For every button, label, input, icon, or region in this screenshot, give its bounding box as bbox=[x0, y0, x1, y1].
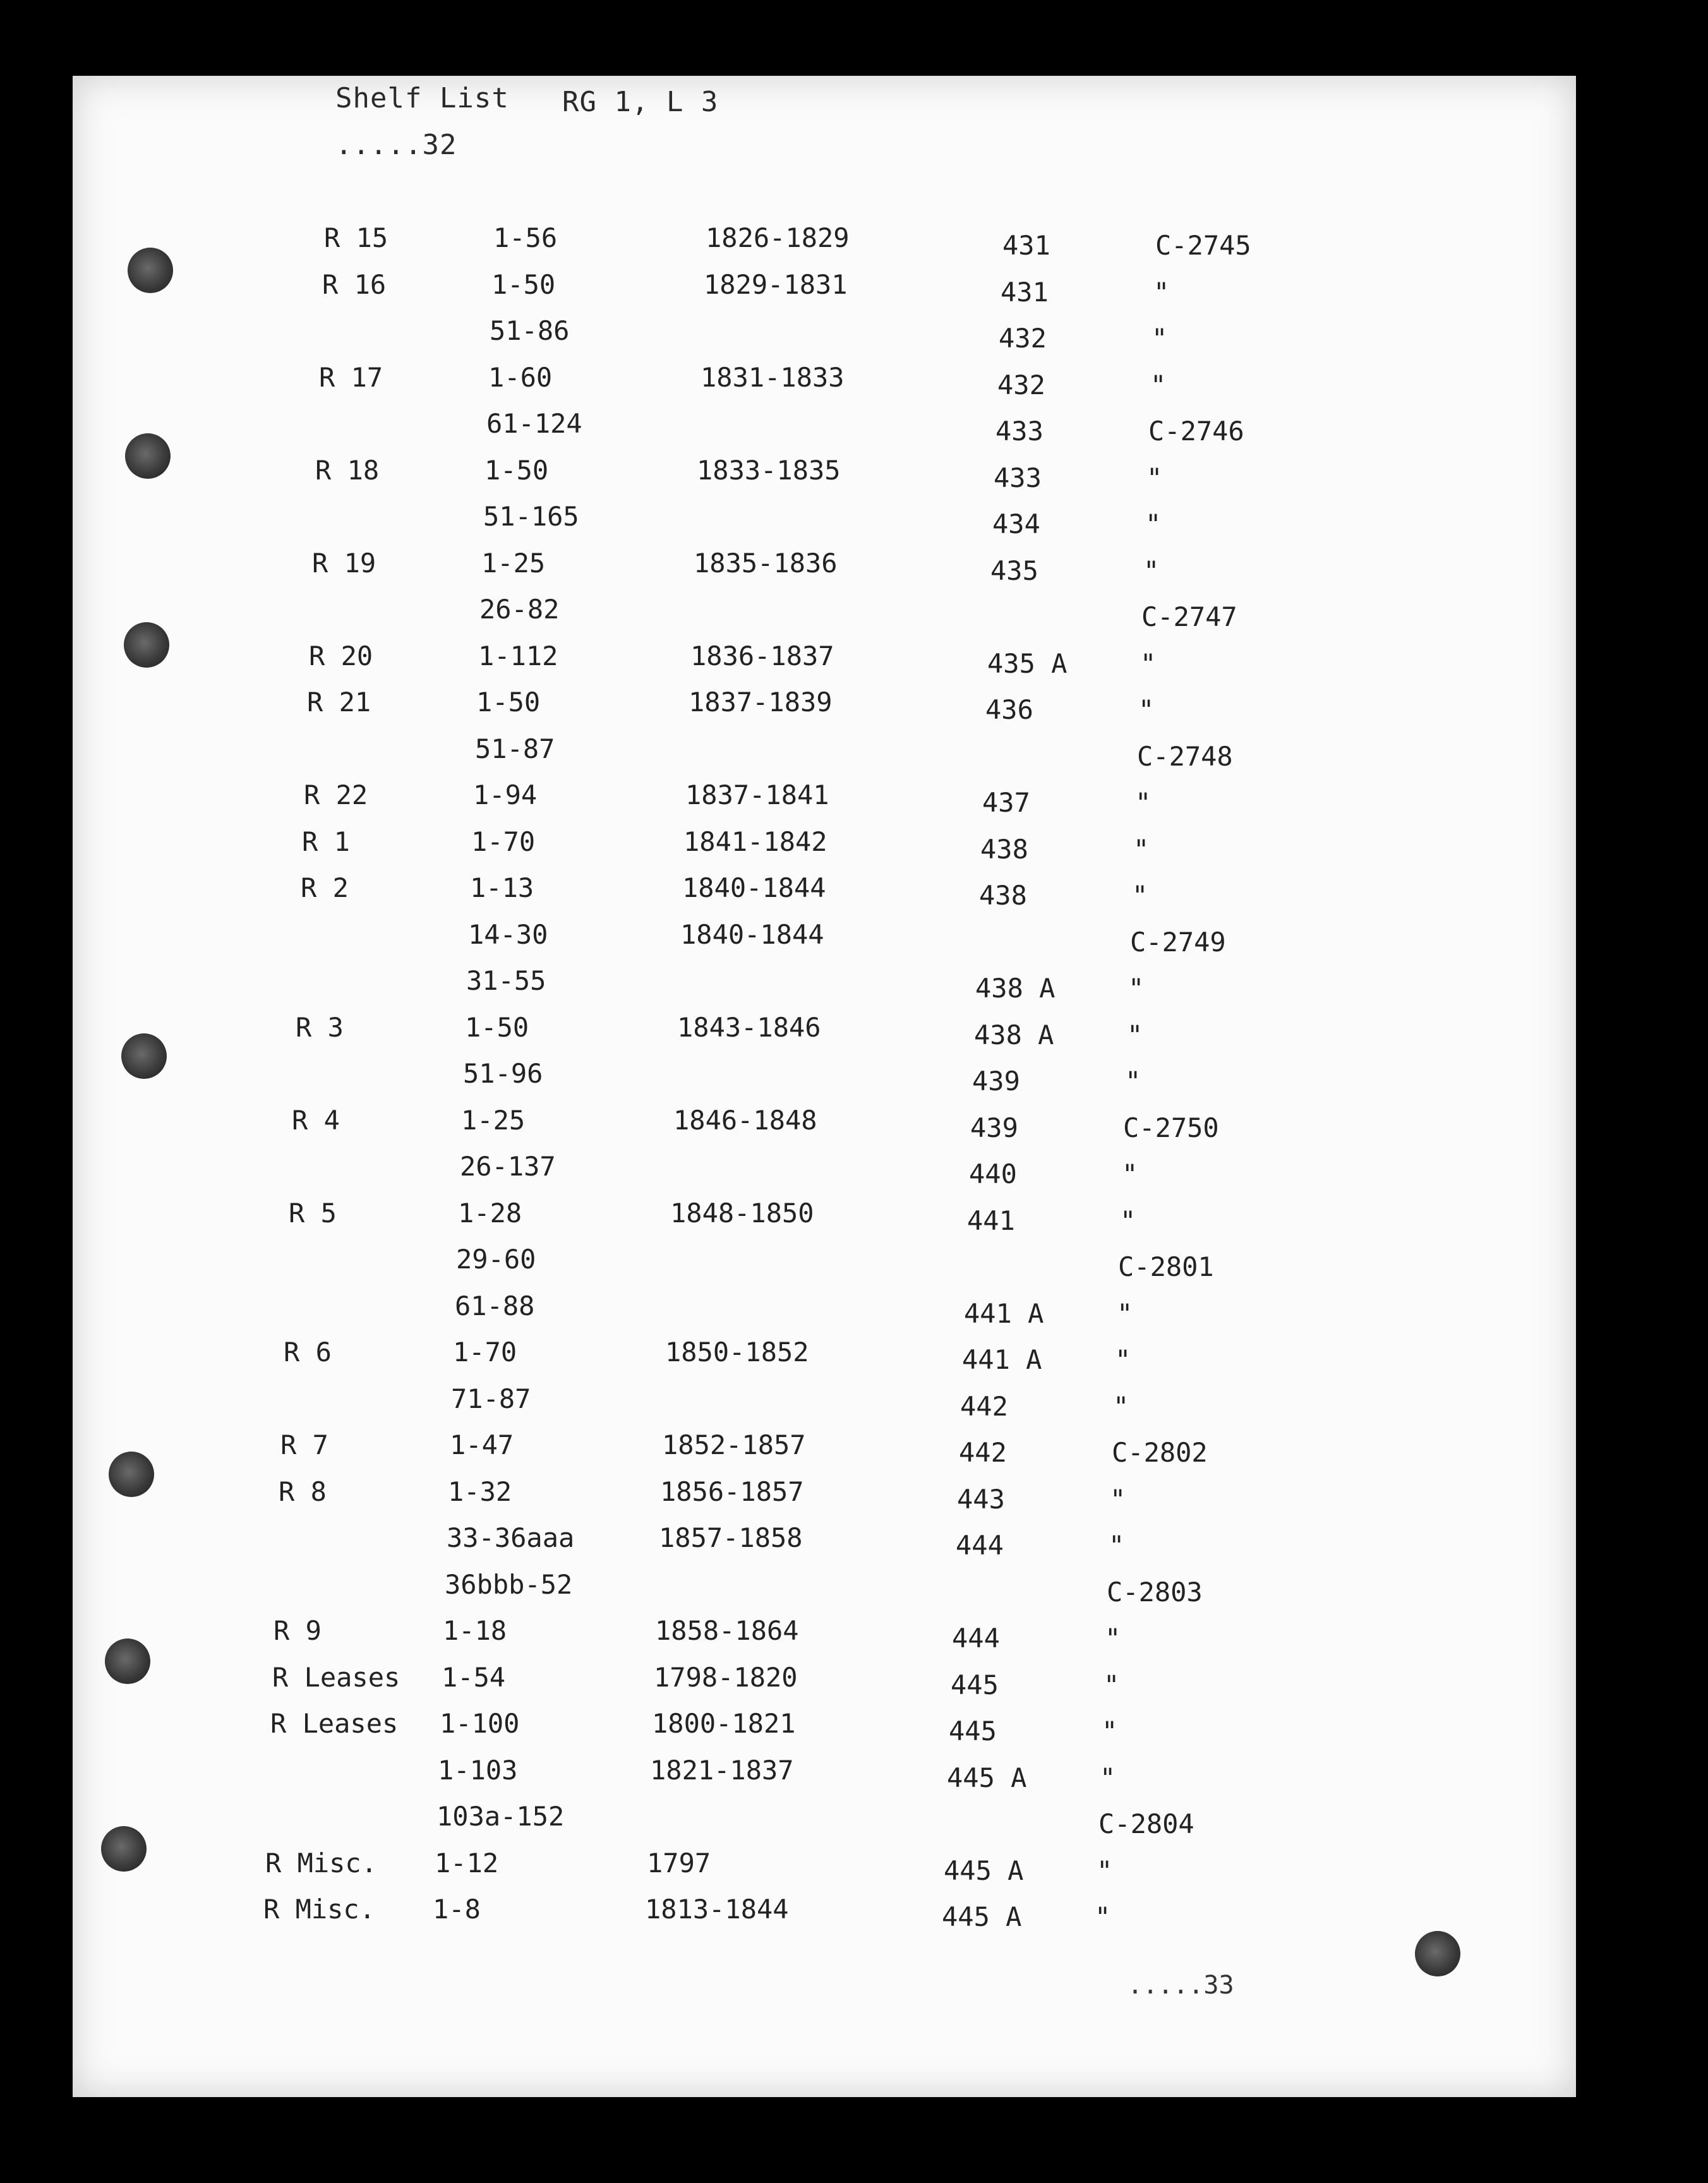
cell-box: 445 A bbox=[942, 1901, 1022, 1932]
cell-series: R 5 bbox=[289, 1198, 337, 1229]
cell-reel: C-2802 bbox=[1112, 1437, 1208, 1468]
cell-reel: " bbox=[1127, 1019, 1143, 1050]
punch-hole bbox=[101, 1826, 147, 1872]
cell-reel: C-2804 bbox=[1098, 1808, 1194, 1839]
cell-reel: C-2749 bbox=[1130, 927, 1226, 958]
cell-box: 445 bbox=[949, 1716, 997, 1747]
cell-years: 1835-1836 bbox=[694, 548, 838, 579]
cell-reel: " bbox=[1143, 555, 1160, 586]
cell-box: 432 bbox=[997, 370, 1045, 400]
cell-years: 1837-1839 bbox=[689, 687, 833, 718]
cell-page-range: 1-54 bbox=[442, 1662, 506, 1693]
cell-years: 1850-1852 bbox=[665, 1337, 809, 1368]
cell-series: R Leases bbox=[270, 1708, 399, 1739]
cell-series: R Misc. bbox=[263, 1894, 376, 1925]
cell-years: 1829-1831 bbox=[704, 269, 848, 300]
cell-reel: " bbox=[1138, 694, 1155, 725]
cell-page-range: 51-87 bbox=[475, 733, 555, 764]
cell-years: 1826-1829 bbox=[706, 222, 850, 253]
cell-series: R Leases bbox=[272, 1662, 400, 1693]
cell-page-range: 1-70 bbox=[453, 1337, 517, 1368]
cell-reel: C-2801 bbox=[1118, 1251, 1214, 1282]
cell-reel: " bbox=[1153, 277, 1170, 308]
cell-box: 436 bbox=[985, 694, 1033, 725]
cell-reel: " bbox=[1097, 1855, 1113, 1886]
cell-reel: " bbox=[1145, 508, 1162, 539]
cell-page-range: 1-13 bbox=[470, 872, 534, 903]
cell-box: 445 A bbox=[947, 1762, 1027, 1793]
cell-page-range: 51-86 bbox=[490, 315, 570, 346]
cell-reel: C-2745 bbox=[1155, 230, 1251, 261]
cell-box: 433 bbox=[994, 462, 1042, 493]
cell-series: R 8 bbox=[279, 1476, 327, 1507]
cell-years: 1840-1844 bbox=[682, 872, 826, 903]
cell-box: 438 A bbox=[974, 1019, 1054, 1050]
cell-page-range: 1-50 bbox=[476, 687, 541, 718]
cell-box: 431 bbox=[1002, 230, 1050, 261]
cell-box: 435 A bbox=[987, 648, 1068, 679]
cell-series: R 2 bbox=[301, 872, 349, 903]
cell-reel: " bbox=[1150, 370, 1167, 400]
cell-box: 442 bbox=[959, 1437, 1007, 1468]
cell-reel: " bbox=[1120, 1205, 1136, 1236]
cell-box: 439 bbox=[970, 1112, 1018, 1143]
cell-series: R 22 bbox=[304, 779, 368, 810]
cell-reel: " bbox=[1128, 973, 1145, 1004]
cell-reel: " bbox=[1146, 462, 1163, 493]
cell-reel: " bbox=[1117, 1298, 1133, 1329]
cell-box: 435 bbox=[990, 555, 1038, 586]
cell-box: 441 A bbox=[964, 1298, 1044, 1329]
cell-box: 437 bbox=[982, 787, 1030, 818]
cell-box: 441 bbox=[967, 1205, 1015, 1236]
cell-page-range: 1-112 bbox=[478, 640, 558, 671]
cell-page-range: 71-87 bbox=[451, 1383, 531, 1414]
cell-years: 1831-1833 bbox=[701, 362, 845, 393]
cell-page-range: 1-25 bbox=[461, 1105, 526, 1136]
cell-reel: " bbox=[1110, 1484, 1126, 1515]
cell-reel: " bbox=[1100, 1762, 1116, 1793]
cell-years: 1846-1848 bbox=[673, 1105, 817, 1136]
cell-reel: C-2747 bbox=[1141, 601, 1237, 632]
cell-series: R 21 bbox=[307, 687, 371, 718]
punch-hole bbox=[128, 248, 173, 293]
cell-box: 432 bbox=[999, 323, 1047, 354]
cell-reel: " bbox=[1122, 1158, 1138, 1189]
punch-hole bbox=[125, 433, 171, 479]
cell-years: 1821-1837 bbox=[650, 1755, 794, 1786]
cell-reel: C-2750 bbox=[1123, 1112, 1219, 1143]
cell-years: 1852-1857 bbox=[662, 1429, 806, 1460]
cell-reel: " bbox=[1133, 834, 1150, 865]
cell-years: 1841-1842 bbox=[683, 826, 827, 857]
cell-page-range: 1-47 bbox=[450, 1429, 514, 1460]
cell-box: 440 bbox=[969, 1158, 1017, 1189]
cell-page-range: 36bbb-52 bbox=[445, 1569, 573, 1600]
cell-years: 1833-1835 bbox=[697, 455, 841, 486]
cell-years: 1800-1821 bbox=[652, 1708, 796, 1739]
punch-hole bbox=[124, 622, 169, 668]
cell-page-range: 1-70 bbox=[471, 826, 536, 857]
cell-box: 443 bbox=[957, 1484, 1005, 1515]
cell-series: R 6 bbox=[284, 1337, 332, 1368]
cell-page-range: 61-88 bbox=[455, 1290, 535, 1321]
cell-box: 433 bbox=[995, 416, 1043, 447]
cell-box: 438 bbox=[979, 880, 1027, 911]
cell-box: 438 A bbox=[975, 973, 1055, 1004]
punch-hole bbox=[1415, 1931, 1460, 1976]
cell-years: 1858-1864 bbox=[655, 1615, 799, 1646]
cell-reel: " bbox=[1102, 1716, 1118, 1747]
cell-page-range: 103a-152 bbox=[436, 1801, 565, 1832]
cell-series: R 9 bbox=[274, 1615, 322, 1646]
cell-page-range: 31-55 bbox=[466, 965, 546, 996]
cell-series: R 18 bbox=[315, 455, 380, 486]
cell-reel: " bbox=[1104, 1669, 1120, 1700]
cell-page-range: 26-82 bbox=[479, 594, 560, 625]
cell-series: R 19 bbox=[312, 548, 376, 579]
cell-years: 1840-1844 bbox=[680, 919, 824, 950]
cell-series: R 16 bbox=[322, 269, 387, 300]
next-page-reference: .....33 bbox=[1128, 1971, 1234, 2000]
cell-series: R 15 bbox=[324, 222, 388, 253]
cell-reel: " bbox=[1132, 880, 1148, 911]
record-group-label: RG 1, L 3 bbox=[562, 86, 719, 118]
cell-reel: " bbox=[1152, 323, 1168, 354]
cell-reel: " bbox=[1125, 1066, 1141, 1097]
cell-series: R 1 bbox=[302, 826, 350, 857]
punch-hole bbox=[109, 1452, 154, 1497]
cell-page-range: 1-50 bbox=[465, 1012, 529, 1043]
cell-years: 1856-1857 bbox=[660, 1476, 804, 1507]
cell-page-range: 29-60 bbox=[456, 1244, 536, 1275]
cell-reel: " bbox=[1113, 1391, 1129, 1422]
cell-box: 438 bbox=[980, 834, 1028, 865]
cell-reel: " bbox=[1105, 1623, 1121, 1654]
cell-box: 441 A bbox=[962, 1344, 1042, 1375]
cell-reel: " bbox=[1109, 1530, 1125, 1561]
cell-page-range: 1-18 bbox=[443, 1615, 507, 1646]
previous-page-reference: .....32 bbox=[335, 129, 457, 161]
cell-page-range: 1-8 bbox=[433, 1894, 481, 1925]
cell-years: 1798-1820 bbox=[654, 1662, 798, 1693]
page-title: Shelf List bbox=[335, 82, 509, 114]
cell-years: 1813-1844 bbox=[645, 1894, 789, 1925]
cell-page-range: 1-25 bbox=[481, 548, 546, 579]
cell-box: 431 bbox=[1001, 277, 1049, 308]
cell-page-range: 1-94 bbox=[473, 779, 538, 810]
cell-years: 1836-1837 bbox=[690, 640, 834, 671]
cell-box: 445 A bbox=[944, 1855, 1024, 1886]
cell-series: R 3 bbox=[296, 1012, 344, 1043]
cell-page-range: 1-50 bbox=[484, 455, 549, 486]
cell-page-range: 1-56 bbox=[493, 222, 558, 253]
cell-box: 434 bbox=[992, 508, 1040, 539]
cell-reel: C-2746 bbox=[1148, 416, 1244, 447]
cell-page-range: 26-137 bbox=[460, 1151, 556, 1182]
document-page bbox=[73, 76, 1576, 2097]
cell-series: R 20 bbox=[309, 640, 373, 671]
cell-years: 1797 bbox=[647, 1848, 711, 1879]
cell-page-range: 1-50 bbox=[491, 269, 556, 300]
cell-box: 445 bbox=[951, 1669, 999, 1700]
cell-reel: " bbox=[1140, 648, 1157, 679]
cell-page-range: 1-12 bbox=[435, 1848, 499, 1879]
cell-page-range: 1-60 bbox=[488, 362, 553, 393]
cell-page-range: 1-28 bbox=[458, 1198, 522, 1229]
cell-series: R 7 bbox=[280, 1429, 328, 1460]
cell-page-range: 1-100 bbox=[440, 1708, 520, 1739]
punch-hole bbox=[105, 1639, 150, 1684]
cell-years: 1837-1841 bbox=[685, 779, 829, 810]
cell-box: 444 bbox=[952, 1623, 1000, 1654]
cell-box: 444 bbox=[956, 1530, 1004, 1561]
cell-page-range: 61-124 bbox=[486, 408, 582, 439]
cell-series: R 17 bbox=[319, 362, 383, 393]
punch-hole bbox=[121, 1033, 167, 1079]
cell-page-range: 1-32 bbox=[448, 1476, 512, 1507]
cell-reel: C-2803 bbox=[1107, 1577, 1203, 1608]
cell-page-range: 51-165 bbox=[483, 501, 579, 532]
cell-series: R Misc. bbox=[265, 1848, 378, 1879]
cell-reel: " bbox=[1115, 1344, 1131, 1375]
cell-box: 442 bbox=[960, 1391, 1008, 1422]
cell-page-range: 51-96 bbox=[463, 1058, 543, 1089]
cell-series: R 4 bbox=[292, 1105, 340, 1136]
cell-page-range: 1-103 bbox=[438, 1755, 518, 1786]
cell-years: 1848-1850 bbox=[670, 1198, 814, 1229]
cell-years: 1857-1858 bbox=[659, 1522, 803, 1553]
cell-reel: C-2748 bbox=[1137, 741, 1233, 772]
cell-page-range: 14-30 bbox=[468, 919, 548, 950]
cell-page-range: 33-36aaa bbox=[447, 1522, 575, 1553]
cell-box: 439 bbox=[972, 1066, 1020, 1097]
cell-reel: " bbox=[1095, 1901, 1111, 1932]
cell-reel: " bbox=[1135, 787, 1152, 818]
cell-years: 1843-1846 bbox=[677, 1012, 821, 1043]
